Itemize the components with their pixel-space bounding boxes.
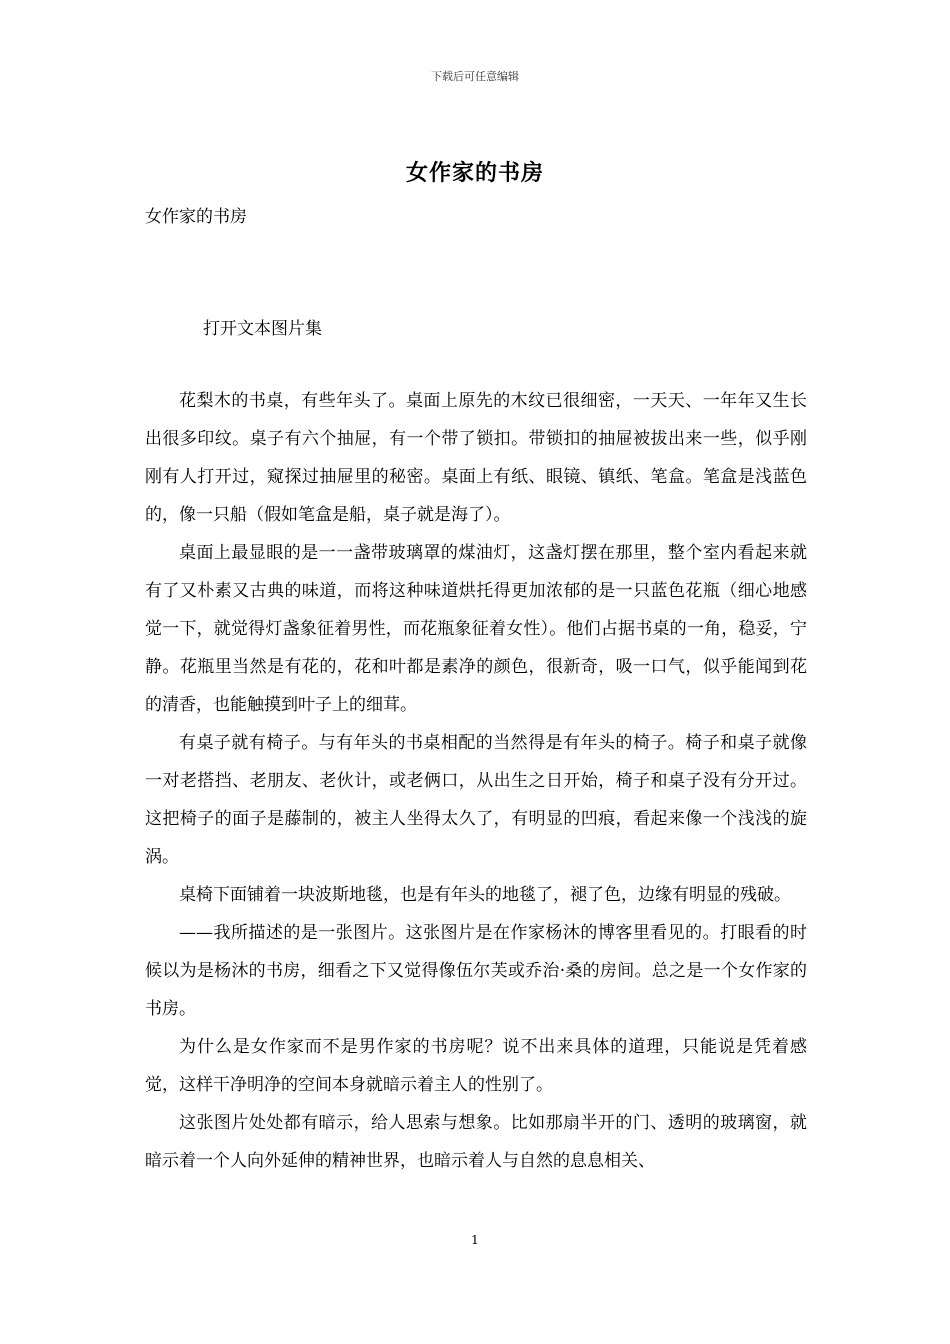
paragraph: 桌面上最显眼的是一一盏带玻璃罩的煤油灯，这盏灯摆在那里，整个室内看起来就有了又朴素又古典的味道，而将这种味道烘托得更加浓郁的是一只蓝色花瓶（细心地感觉一下，就觉得灯盏象征着男性，而花瓶象征着女性）。他们占据书桌的一角，稳妥，宁静。花瓶里当然是有花的，花和叶都是素净的颜色，很新奇，吸一口气，似乎能闻到花的清香，也能触摸到叶子上的细茸。 [145,543,807,715]
document-title: 女作家的书房 [405,160,544,186]
article-body [145,382,807,1180]
paragraph: ——我所描述的是一张图片。这张图片是在作家杨沐的博客里看见的。打眼看的时候以为是杨沐的书房，细看之下又觉得像伍尔芙或乔治·桑的房间。总之是一个女作家的书房。 [145,923,807,1019]
paragraph: 桌椅下面铺着一块波斯地毯，也是有年头的地毯了，褪了色，边缘有明显的残破。 [179,885,791,905]
paragraph: 有桌子就有椅子。与有年头的书桌相配的当然得是有年头的椅子。椅子和桌子就像一对老搭挡、老朋友、老伙计，或老俩口，从出生之日开始，椅子和桌子没有分开过。这把椅子的面子是藤制的，被主人坐得太久了，有明显的凹痕，看起来像一个浅浅的旋涡。 [145,733,807,867]
open-gallery-link[interactable]: 打开文本图片集 [203,319,322,339]
page-header: 下载后可任意编辑 [431,70,519,83]
document-subtitle: 女作家的书房 [145,207,247,227]
paragraph: 为什么是女作家而不是男作家的书房呢？说不出来具体的道理，只能说是凭着感觉，这样干净明净的空间本身就暗示着主人的性别了。 [145,1037,807,1095]
paragraph: 这张图片处处都有暗示，给人思索与想象。比如那扇半开的门、透明的玻璃窗，就暗示着一个人向外延伸的精神世界，也暗示着人与自然的息息相关、 [145,1113,807,1171]
page-number: 1 [471,1233,479,1247]
paragraph: 花梨木的书桌，有些年头了。桌面上原先的木纹已很细密，一天天、一年年又生长出很多印纹。桌子有六个抽屉，有一个带了锁扣。带锁扣的抽屉被拔出来一些，似乎刚刚有人打开过，窥探过抽屉里的秘密。桌面上有纸、眼镜、镇纸、笔盒。笔盒是浅蓝色的，像一只船（假如笔盒是船，桌子就是海了）。 [145,391,807,525]
